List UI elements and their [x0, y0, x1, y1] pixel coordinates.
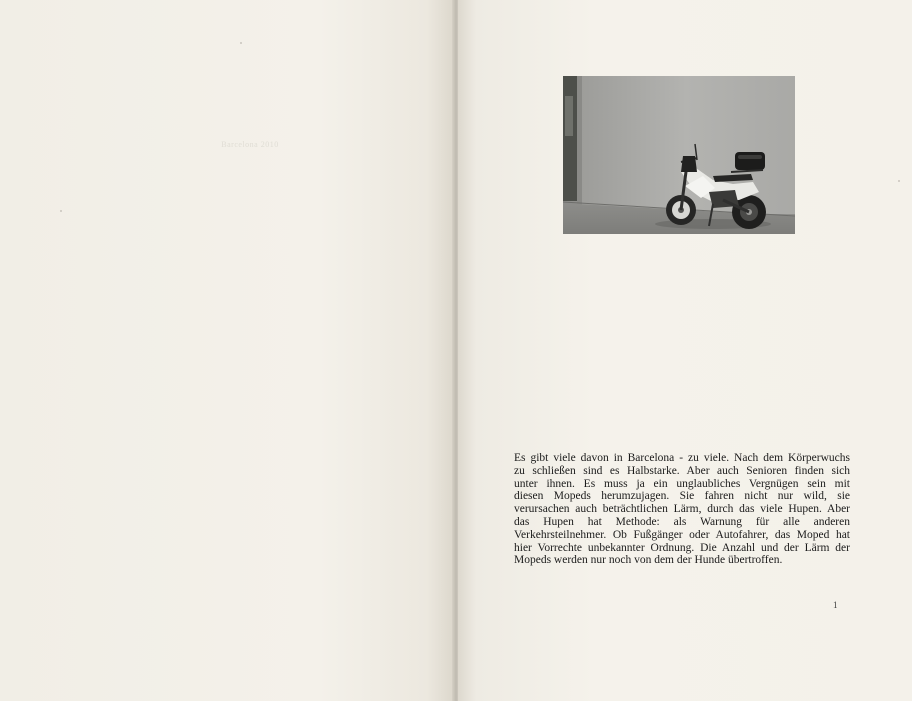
text-line: hier Vorrechte unbekannter Ordnung. Die Anzahl und der Lärm der	[514, 541, 850, 554]
text-line: Verkehrsteilnehmer. Ob Fußgänger oder Autofahrer, das Moped hat	[514, 528, 850, 541]
motorcycle-icon	[563, 76, 795, 234]
text-line: unter ihnen. Es muss ja ein unglaubliches Vergnügen sein mit	[514, 477, 850, 490]
left-page	[0, 0, 454, 701]
paper-speck	[898, 180, 900, 182]
paper-speck	[240, 42, 242, 44]
motorcycle-photo	[563, 76, 795, 234]
text-line: verursachen auch beträchtlichen Lärm, durch das viele Hupen. Aber	[514, 503, 850, 516]
text-line: das Hupen hat Methode: als Warnung für alle anderen	[514, 515, 850, 528]
text-line: Mopeds werden nur noch von dem der Hunde übertroffen.	[514, 554, 783, 567]
text-line: Es gibt viele davon in Barcelona - zu viele. Nach dem Körperwuchs	[514, 452, 850, 464]
page-number: 1	[833, 600, 838, 610]
text-line: zu schließen sind es Halbstarke. Aber auch Senioren finden sich	[514, 464, 850, 477]
paper-speck	[60, 210, 62, 212]
text-line: diesen Mopeds herumzujagen. Sie fahren nicht nur wild, sie	[514, 490, 850, 503]
faint-title: Barcelona 2010	[221, 140, 279, 149]
body-text	[514, 452, 850, 567]
